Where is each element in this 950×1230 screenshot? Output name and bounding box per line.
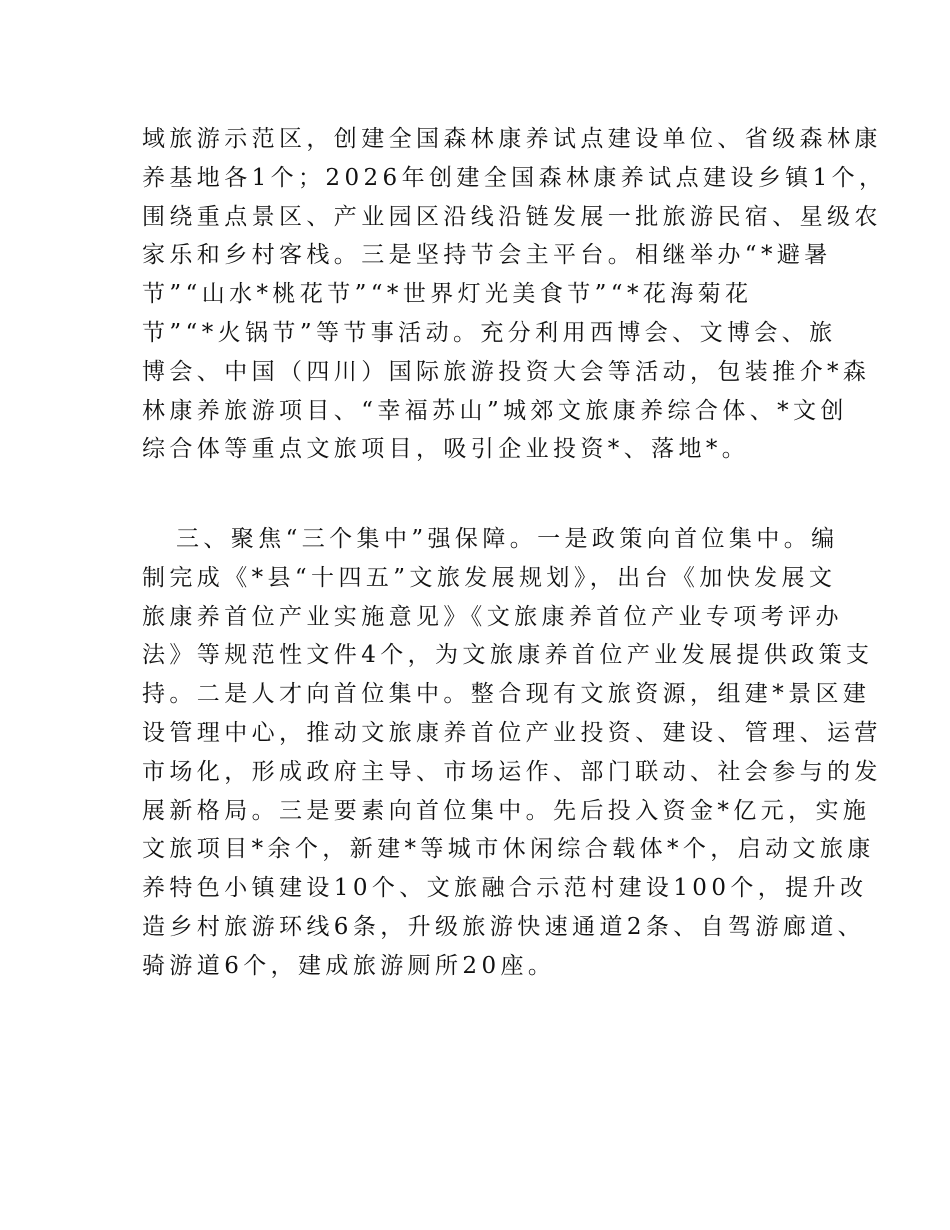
text-line: 骑游道6个，建成旅游厕所20座。: [142, 952, 556, 979]
paragraph-1: [142, 120, 887, 469]
text-line: 域旅游示范区，创建全国森林康养试点建设单位、省级森林康: [142, 126, 882, 152]
text-line: 造乡村旅游环线6条，升级旅游快速通道2条、自驾游廊道、: [142, 913, 866, 940]
text-line: 养特色小镇建设10个、文旅融合示范村建设100个，提升改: [142, 875, 868, 902]
text-line: 围绕重点景区、产业园区沿线沿链发展一批旅游民宿、星级农: [142, 203, 882, 230]
text-line: 法》等规范性文件4个，为文旅康养首位产业发展提供政策支: [142, 642, 874, 669]
text-line: 展新格局。三是要素向首位集中。先后投入资金*亿元，实施: [142, 797, 871, 824]
text-line: 市场化，形成政府主导、市场运作、部门联动、社会参与的发: [142, 758, 882, 785]
paragraph-2: [142, 520, 882, 986]
text-line: 养基地各1个；2026年创建全国森林康养试点建设乡镇1个，: [142, 164, 887, 191]
text-line: 设管理中心，推动文旅康养首位产业投资、建设、管理、运营: [142, 719, 882, 746]
text-line: 持。二是人才向首位集中。整合现有文旅资源，组建*景区建: [142, 681, 871, 708]
text-line: 节”“山水*桃花节”“*世界灯光美食节”“*花海菊花: [142, 281, 753, 308]
text-line: 节”“*火锅节”等节事活动。充分利用西博会、文博会、旅: [142, 319, 837, 346]
text-line: 旅康养首位产业实施意见》《文旅康养首位产业专项考评办: [142, 603, 843, 630]
text-line: 制完成《*县“十四五”文旅发展规划》，出台《加快发展文: [142, 564, 837, 591]
text-line: 文旅项目*余个，新建*等城市休闲综合载体*个，启动文旅康: [142, 836, 875, 863]
text-line: 博会、中国（四川）国际旅游投资大会等活动，包装推介*森: [142, 358, 871, 385]
text-line: 林康养旅游项目、“幸福苏山”城郊文旅康养综合体、*文创: [142, 397, 848, 424]
text-line: 家乐和乡村客栈。三是坚持节会主平台。相继举办“*避暑: [142, 242, 832, 269]
text-line: 综合体等重点文旅项目，吸引企业投资*、落地*。: [142, 436, 750, 463]
text-line-indented: 三、聚焦“三个集中”强保障。一是政策向首位集中。编: [176, 526, 839, 552]
